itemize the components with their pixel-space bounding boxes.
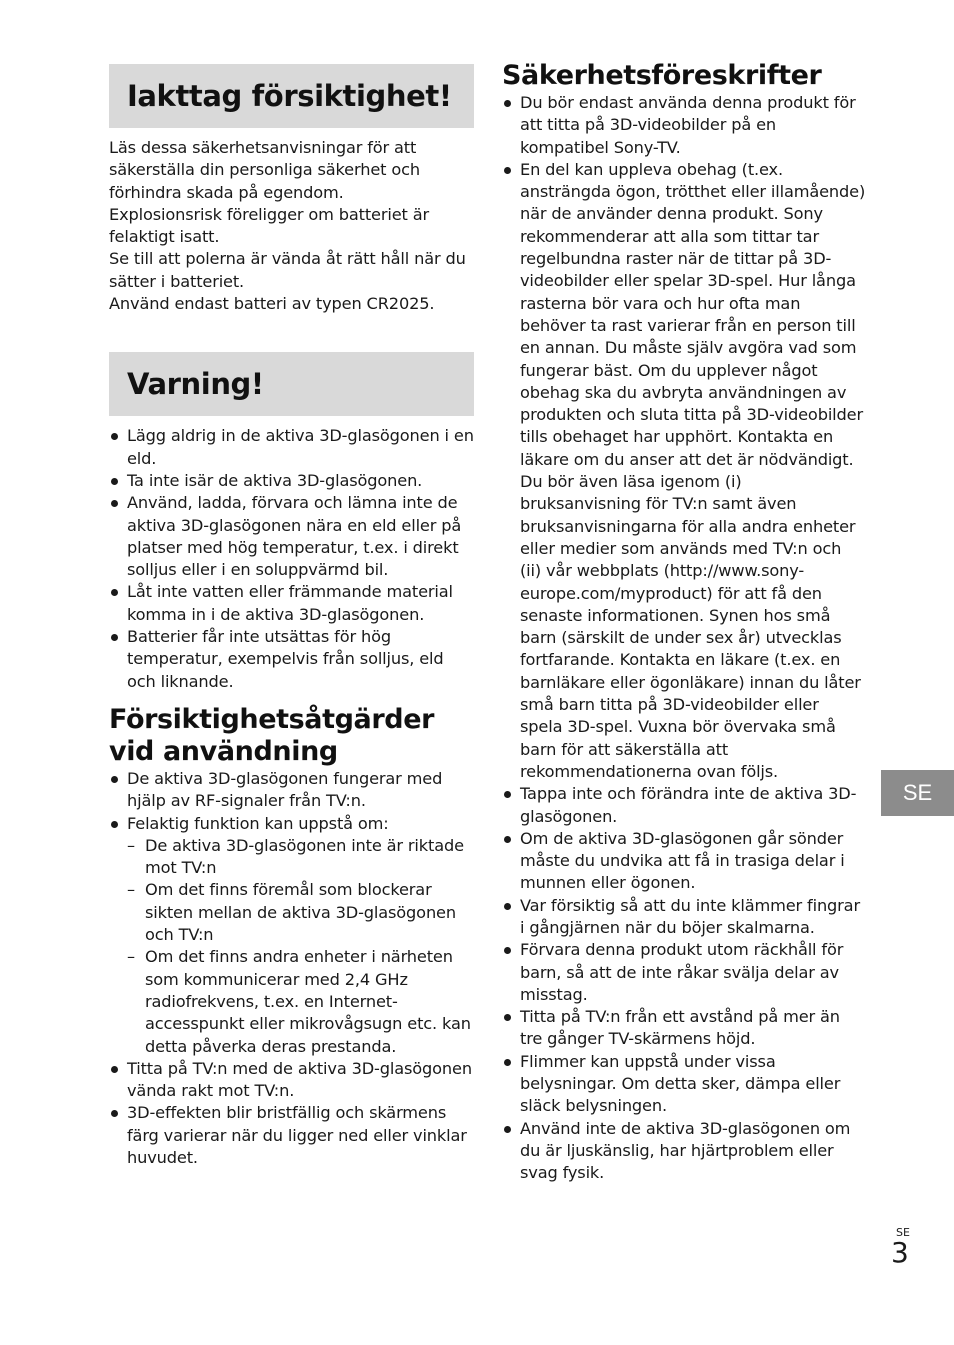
list-item: Förvara denna produkt utom räckhåll för barn, så att de inte råkar svälja delar av misstag.: [502, 939, 866, 1006]
caution-paragraph: Explosionsrisk föreligger om batteriet är felaktigt isatt.: [109, 204, 429, 247]
precautions-heading-line2: vid användning: [109, 735, 338, 767]
sub-list-item: – De aktiva 3D-glasögonen inte är riktade mot TV:n: [127, 835, 474, 880]
caution-paragraph: Läs dessa säkerhetsanvisningar för att säkerställa din personliga säkerhet och förhindra skada på egendom.: [109, 138, 420, 202]
caution-paragraph: Använd endast batteri av typen CR2025.: [109, 294, 435, 314]
caution-heading: Iakttag försiktighet!: [109, 64, 474, 128]
language-tab: SE: [881, 770, 954, 816]
list-item-text: Felaktig funktion kan uppstå om:: [127, 813, 389, 833]
list-item: Du bör endast använda denna produkt för att titta på 3D-videobilder på en kompatibel Sony-TV.: [502, 92, 866, 159]
list-item: De aktiva 3D-glasögonen fungerar med hjälp av RF-signaler från TV:n.: [109, 768, 474, 813]
list-item: Använd, ladda, förvara och lämna inte de aktiva 3D-glasögonen nära en eld eller på platser med hög temperatur, t.ex. i direkt solljus eller i en soluppvärmd bil.: [109, 492, 474, 581]
page-number: 3: [891, 1236, 909, 1269]
list-item: Om de aktiva 3D-glasögonen går sönder måste du undvika att få in trasiga delar i munnen eller ögonen.: [502, 828, 866, 895]
safety-heading: Säkerhetsföreskrifter: [502, 60, 822, 91]
list-item: Flimmer kan uppstå under vissa belysningar. Om detta sker, dämpa eller släck belysningen.: [502, 1051, 866, 1118]
warning-heading: Varning!: [109, 352, 474, 416]
precautions-list: [109, 768, 474, 1169]
list-item: Tappa inte och förändra inte de aktiva 3D-glasögonen.: [502, 783, 866, 828]
list-item: Titta på TV:n med de aktiva 3D-glasögonen vända rakt mot TV:n.: [109, 1058, 474, 1103]
sub-list-item: – Om det finns föremål som blockerar sikten mellan de aktiva 3D-glasögonen och TV:n: [127, 879, 474, 946]
precautions-heading: [109, 704, 474, 768]
left-column: [109, 64, 474, 1169]
list-item: 3D-effekten blir bristfällig och skärmens färg varierar när du ligger ned eller vinklar huvudet.: [109, 1102, 474, 1169]
sub-list-item: – Om det finns andra enheter i närheten som kommunicerar med 2,4 GHz radiofrekvens, t.ex. en Internet-accesspunkt eller mikrovågsugn etc. kan detta påverka deras prestanda.: [127, 946, 474, 1057]
list-item: Använd inte de aktiva 3D-glasögonen om du är ljuskänslig, har hjärtproblem eller svag fysik.: [502, 1118, 866, 1185]
warning-list: [109, 425, 474, 693]
precautions-heading-line1: Försiktighetsåtgärder: [109, 703, 435, 735]
safety-list: [502, 92, 866, 1185]
list-item: Låt inte vatten eller främmande material komma in i de aktiva 3D-glasögonen.: [109, 581, 474, 626]
caution-paragraph: Se till att polerna är vända åt rätt håll när du sätter i batteriet.: [109, 249, 466, 291]
page-language-label: SE: [896, 1226, 910, 1239]
list-item: Titta på TV:n från ett avstånd på mer än tre gånger TV-skärmens höjd.: [502, 1006, 866, 1051]
right-column: [502, 60, 866, 1185]
list-item: Batterier får inte utsättas för hög temperatur, exempelvis från solljus, eld och liknande.: [109, 626, 474, 693]
list-item: Lägg aldrig in de aktiva 3D-glasögonen i en eld.: [109, 425, 474, 470]
list-item: Ta inte isär de aktiva 3D-glasögonen.: [109, 470, 474, 492]
list-item: En del kan uppleva obehag (t.ex. ansträngda ögon, trötthet eller illamående) när de använder denna produkt. Sony rekommenderar att alla som tittar tar regelbundna raster när de tittar på 3D-videobilder eller spelar 3D-spel. Hur långa rasterna bör vara och hur ofta man behöver ta rast varierar från en person till en annan. Du måste själv avgöra vad som fungerar bäst. Om du upplever något obehag ska du avbryta användningen av produkten och sluta titta på 3D-videobilder tills obehaget har upphört. Kontakta en läkare om du anser att det är nödvändigt. Du bör även läsa igenom (i) bruksanvisning för TV:n samt även bruksanvisningarna för alla andra enheter eller medier som används med TV:n och (ii) vår webbplats (http://www.sony-europe.com/myproduct) för att få den senaste informationen. Synen hos små barn (särskilt de under sex år) utvecklas fortfarande. Kontakta en läkare (t.ex. en barnläkare eller ögonläkare) innan du låter små barn titta på 3D-videobilder eller spela 3D-spel. Vuxna bör övervaka små barn för att säkerställa att rekommendationerna ovan följs.: [502, 159, 866, 783]
caution-text: [109, 137, 474, 315]
list-item: [109, 813, 474, 1058]
list-item: Var försiktig så att du inte klämmer fingrar i gångjärnen när du böjer skalmarna.: [502, 895, 866, 940]
sub-list: [127, 835, 474, 1058]
